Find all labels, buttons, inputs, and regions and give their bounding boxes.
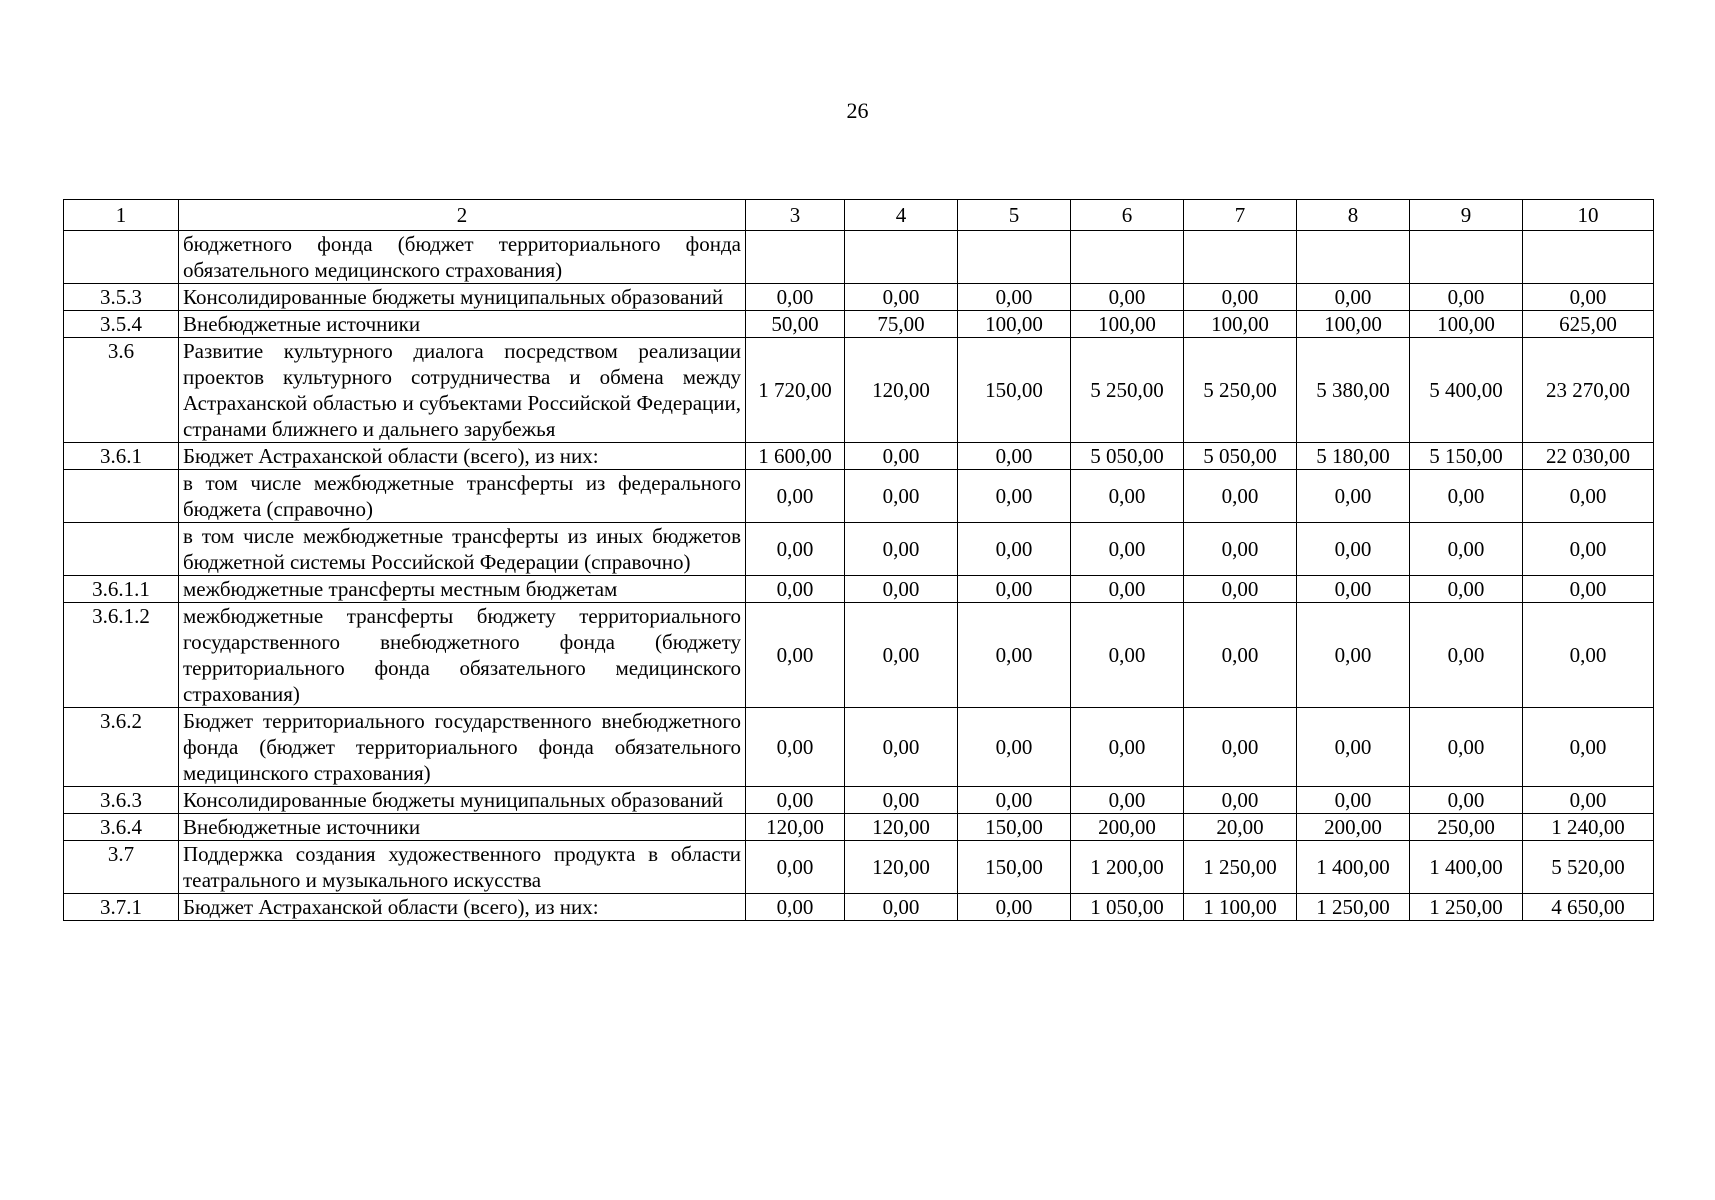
- value-cell: 120,00: [845, 338, 958, 443]
- value-cell: 0,00: [1410, 708, 1523, 787]
- value-cell: [845, 231, 958, 284]
- value-cell: 0,00: [746, 576, 845, 603]
- row-code: 3.6.4: [64, 814, 179, 841]
- column-header: 8: [1297, 200, 1410, 231]
- row-code: 3.6: [64, 338, 179, 443]
- value-cell: 0,00: [1410, 284, 1523, 311]
- value-cell: 0,00: [1071, 523, 1184, 576]
- value-cell: 0,00: [958, 787, 1071, 814]
- value-cell: 0,00: [746, 284, 845, 311]
- table-row: [64, 443, 1654, 470]
- value-cell: 0,00: [845, 708, 958, 787]
- value-cell: [1523, 231, 1654, 284]
- value-cell: 5 050,00: [1071, 443, 1184, 470]
- value-cell: 5 150,00: [1410, 443, 1523, 470]
- value-cell: 0,00: [1410, 603, 1523, 708]
- value-cell: 120,00: [845, 814, 958, 841]
- value-cell: 100,00: [1184, 311, 1297, 338]
- value-cell: 625,00: [1523, 311, 1654, 338]
- table-row: [64, 814, 1654, 841]
- row-code: 3.7: [64, 841, 179, 894]
- value-cell: 0,00: [1410, 787, 1523, 814]
- value-cell: 150,00: [958, 814, 1071, 841]
- value-cell: 0,00: [958, 470, 1071, 523]
- row-name: Поддержка создания художественного продукта в области театрального и музыкального искусства: [179, 841, 746, 894]
- row-code: 3.7.1: [64, 894, 179, 921]
- value-cell: [746, 231, 845, 284]
- value-cell: 0,00: [1071, 787, 1184, 814]
- row-name: Внебюджетные источники: [179, 311, 746, 338]
- table-row: [64, 576, 1654, 603]
- value-cell: 0,00: [1184, 576, 1297, 603]
- value-cell: 0,00: [1297, 470, 1410, 523]
- value-cell: 1 100,00: [1184, 894, 1297, 921]
- value-cell: 0,00: [746, 603, 845, 708]
- table-row: [64, 523, 1654, 576]
- value-cell: 22 030,00: [1523, 443, 1654, 470]
- value-cell: 0,00: [1410, 576, 1523, 603]
- value-cell: 0,00: [958, 603, 1071, 708]
- table-row: [64, 470, 1654, 523]
- value-cell: 250,00: [1410, 814, 1523, 841]
- row-name: бюджетного фонда (бюджет территориального фонда обязательного медицинского страхования): [179, 231, 746, 284]
- value-cell: 0,00: [845, 787, 958, 814]
- value-cell: 0,00: [958, 708, 1071, 787]
- value-cell: 0,00: [746, 470, 845, 523]
- value-cell: 0,00: [1523, 470, 1654, 523]
- value-cell: 0,00: [1184, 523, 1297, 576]
- table-row: [64, 338, 1654, 443]
- value-cell: 120,00: [845, 841, 958, 894]
- value-cell: 0,00: [845, 523, 958, 576]
- value-cell: 0,00: [958, 443, 1071, 470]
- value-cell: 0,00: [845, 576, 958, 603]
- value-cell: 200,00: [1071, 814, 1184, 841]
- value-cell: 0,00: [845, 894, 958, 921]
- value-cell: 0,00: [1071, 470, 1184, 523]
- table-row: [64, 284, 1654, 311]
- value-cell: 5 250,00: [1184, 338, 1297, 443]
- table-row: [64, 787, 1654, 814]
- value-cell: 0,00: [746, 523, 845, 576]
- page-number: 26: [846, 98, 869, 123]
- value-cell: 20,00: [1184, 814, 1297, 841]
- header-row: [64, 200, 1654, 231]
- value-cell: 0,00: [1297, 523, 1410, 576]
- value-cell: 0,00: [746, 841, 845, 894]
- row-name: в том числе межбюджетные трансферты из федерального бюджета (справочно): [179, 470, 746, 523]
- value-cell: 0,00: [1523, 523, 1654, 576]
- value-cell: 0,00: [1184, 787, 1297, 814]
- column-header: 4: [845, 200, 958, 231]
- column-header: 9: [1410, 200, 1523, 231]
- column-header: 6: [1071, 200, 1184, 231]
- row-code: 3.6.1.1: [64, 576, 179, 603]
- value-cell: 5 050,00: [1184, 443, 1297, 470]
- value-cell: 150,00: [958, 841, 1071, 894]
- value-cell: 0,00: [1523, 787, 1654, 814]
- value-cell: 0,00: [1297, 576, 1410, 603]
- value-cell: 5 250,00: [1071, 338, 1184, 443]
- value-cell: 1 050,00: [1071, 894, 1184, 921]
- table-row: [64, 603, 1654, 708]
- row-name: Бюджет территориального государственного внебюджетного фонда (бюджет территориального фонда обязательного медицинского страхования): [179, 708, 746, 787]
- value-cell: [1071, 231, 1184, 284]
- value-cell: 0,00: [1071, 284, 1184, 311]
- value-cell: 5 520,00: [1523, 841, 1654, 894]
- value-cell: 0,00: [1071, 603, 1184, 708]
- row-code: [64, 470, 179, 523]
- value-cell: 0,00: [958, 576, 1071, 603]
- value-cell: 0,00: [746, 894, 845, 921]
- value-cell: 0,00: [1184, 284, 1297, 311]
- table-row: [64, 894, 1654, 921]
- value-cell: 0,00: [1297, 787, 1410, 814]
- value-cell: 5 400,00: [1410, 338, 1523, 443]
- value-cell: 0,00: [1184, 603, 1297, 708]
- row-name: Консолидированные бюджеты муниципальных образований: [179, 787, 746, 814]
- value-cell: 0,00: [845, 470, 958, 523]
- value-cell: 0,00: [1523, 603, 1654, 708]
- value-cell: 0,00: [845, 284, 958, 311]
- row-name: Бюджет Астраханской области (всего), из них:: [179, 443, 746, 470]
- column-header: 3: [746, 200, 845, 231]
- value-cell: 1 250,00: [1410, 894, 1523, 921]
- value-cell: 5 180,00: [1297, 443, 1410, 470]
- value-cell: 1 250,00: [1184, 841, 1297, 894]
- row-code: [64, 523, 179, 576]
- table-row: [64, 231, 1654, 284]
- value-cell: 0,00: [958, 284, 1071, 311]
- row-name: Внебюджетные источники: [179, 814, 746, 841]
- row-code: 3.6.1.2: [64, 603, 179, 708]
- value-cell: 1 400,00: [1297, 841, 1410, 894]
- value-cell: 1 720,00: [746, 338, 845, 443]
- value-cell: 100,00: [1297, 311, 1410, 338]
- value-cell: 0,00: [746, 708, 845, 787]
- value-cell: 0,00: [958, 894, 1071, 921]
- value-cell: [958, 231, 1071, 284]
- value-cell: 0,00: [1297, 708, 1410, 787]
- value-cell: 0,00: [1523, 284, 1654, 311]
- value-cell: 120,00: [746, 814, 845, 841]
- row-name: Консолидированные бюджеты муниципальных образований: [179, 284, 746, 311]
- row-name: Развитие культурного диалога посредством реализации проектов культурного сотрудничества и обмена между Астраханской областью и субъектами Российской Федерации, странами ближнего и дальнего зарубежья: [179, 338, 746, 443]
- value-cell: 4 650,00: [1523, 894, 1654, 921]
- column-header: 1: [64, 200, 179, 231]
- value-cell: 0,00: [958, 523, 1071, 576]
- column-header: 5: [958, 200, 1071, 231]
- value-cell: 23 270,00: [1523, 338, 1654, 443]
- value-cell: [1184, 231, 1297, 284]
- value-cell: 100,00: [1410, 311, 1523, 338]
- row-code: 3.6.1: [64, 443, 179, 470]
- value-cell: 0,00: [1297, 603, 1410, 708]
- table-row: [64, 841, 1654, 894]
- row-code: 3.5.4: [64, 311, 179, 338]
- value-cell: 50,00: [746, 311, 845, 338]
- value-cell: 0,00: [1297, 284, 1410, 311]
- row-name: межбюджетные трансферты местным бюджетам: [179, 576, 746, 603]
- row-code: [64, 231, 179, 284]
- value-cell: [1297, 231, 1410, 284]
- value-cell: 1 240,00: [1523, 814, 1654, 841]
- value-cell: 100,00: [1071, 311, 1184, 338]
- table-body: [64, 231, 1654, 921]
- value-cell: 1 600,00: [746, 443, 845, 470]
- budget-table: [63, 199, 1654, 921]
- value-cell: 0,00: [1523, 576, 1654, 603]
- row-name: межбюджетные трансферты бюджету территориального государственного внебюджетного фонда (бюджету территориального фонда обязательного медицинского страхования): [179, 603, 746, 708]
- value-cell: 1 200,00: [1071, 841, 1184, 894]
- value-cell: 0,00: [845, 603, 958, 708]
- value-cell: [1410, 231, 1523, 284]
- row-name: в том числе межбюджетные трансферты из иных бюджетов бюджетной системы Российской Федерации (справочно): [179, 523, 746, 576]
- table-row: [64, 708, 1654, 787]
- value-cell: 0,00: [1410, 523, 1523, 576]
- value-cell: 0,00: [1071, 576, 1184, 603]
- value-cell: 0,00: [1184, 470, 1297, 523]
- row-code: 3.6.3: [64, 787, 179, 814]
- value-cell: 5 380,00: [1297, 338, 1410, 443]
- value-cell: 0,00: [1184, 708, 1297, 787]
- column-header: 2: [179, 200, 746, 231]
- row-name: Бюджет Астраханской области (всего), из них:: [179, 894, 746, 921]
- value-cell: 1 250,00: [1297, 894, 1410, 921]
- value-cell: 200,00: [1297, 814, 1410, 841]
- value-cell: 0,00: [746, 787, 845, 814]
- value-cell: 0,00: [1071, 708, 1184, 787]
- value-cell: 1 400,00: [1410, 841, 1523, 894]
- value-cell: 75,00: [845, 311, 958, 338]
- value-cell: 0,00: [845, 443, 958, 470]
- row-code: 3.6.2: [64, 708, 179, 787]
- row-code: 3.5.3: [64, 284, 179, 311]
- column-header: 10: [1523, 200, 1654, 231]
- value-cell: 0,00: [1410, 470, 1523, 523]
- value-cell: 150,00: [958, 338, 1071, 443]
- table-row: [64, 311, 1654, 338]
- value-cell: 100,00: [958, 311, 1071, 338]
- column-header: 7: [1184, 200, 1297, 231]
- value-cell: 0,00: [1523, 708, 1654, 787]
